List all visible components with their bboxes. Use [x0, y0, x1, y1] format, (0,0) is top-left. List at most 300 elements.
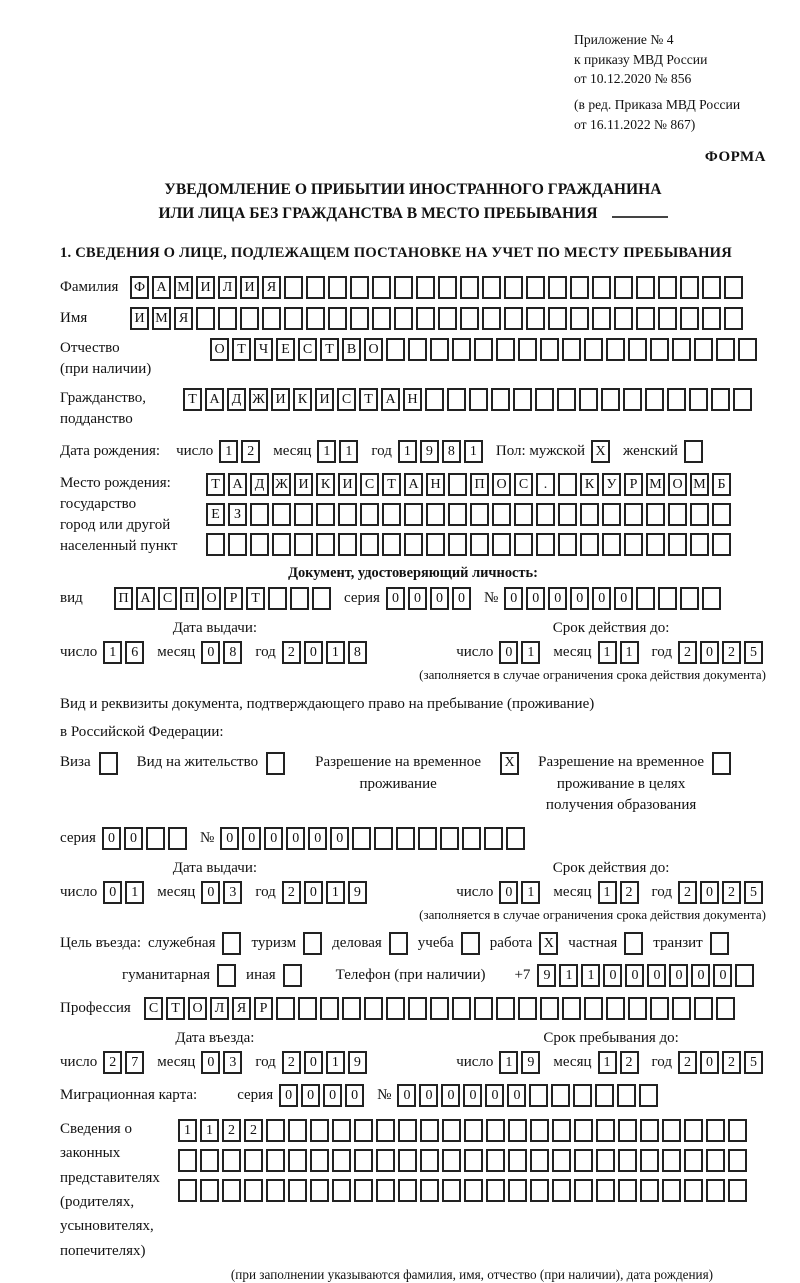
char-cell[interactable]	[614, 307, 633, 330]
sex-female-checkbox[interactable]	[684, 440, 703, 463]
char-cell[interactable]	[690, 503, 709, 526]
char-cell[interactable]	[486, 1149, 505, 1172]
char-cell[interactable]	[702, 276, 721, 299]
char-cell[interactable]: 9	[420, 440, 439, 463]
char-cell[interactable]	[486, 1179, 505, 1202]
char-cell[interactable]: 1	[559, 964, 578, 987]
char-cell[interactable]	[529, 1084, 548, 1107]
char-cell[interactable]	[425, 388, 444, 411]
char-cell[interactable]	[438, 276, 457, 299]
char-cell[interactable]: 0	[499, 881, 518, 904]
char-cell[interactable]: Д	[250, 473, 269, 496]
char-cell[interactable]	[540, 338, 559, 361]
char-cell[interactable]: 9	[537, 964, 556, 987]
char-cell[interactable]	[386, 338, 405, 361]
char-cell[interactable]: 0	[647, 964, 666, 987]
char-cell[interactable]: С	[514, 473, 533, 496]
char-cell[interactable]	[724, 307, 743, 330]
char-cell[interactable]	[354, 1149, 373, 1172]
char-cell[interactable]: 5	[744, 641, 763, 664]
char-cell[interactable]: И	[240, 276, 259, 299]
char-cell[interactable]	[328, 276, 347, 299]
char-cell[interactable]	[332, 1149, 351, 1172]
char-cell[interactable]	[706, 1149, 725, 1172]
char-cell[interactable]: И	[338, 473, 357, 496]
char-cell[interactable]: 0	[220, 827, 239, 850]
char-cell[interactable]	[328, 307, 347, 330]
char-cell[interactable]	[288, 1179, 307, 1202]
char-cell[interactable]: 6	[125, 641, 144, 664]
char-cell[interactable]	[558, 473, 577, 496]
char-cell[interactable]	[486, 1119, 505, 1142]
char-cell[interactable]: 0	[526, 587, 545, 610]
char-cell[interactable]	[733, 388, 752, 411]
char-cell[interactable]: 1	[125, 881, 144, 904]
char-cell[interactable]	[470, 533, 489, 556]
stay-month-boxes[interactable]	[598, 1051, 642, 1074]
char-cell[interactable]: Т	[166, 997, 185, 1020]
char-cell[interactable]	[624, 533, 643, 556]
char-cell[interactable]: З	[228, 503, 247, 526]
char-cell[interactable]	[448, 473, 467, 496]
identity-doc-series-boxes[interactable]	[386, 587, 474, 610]
char-cell[interactable]	[595, 1084, 614, 1107]
residence-number-boxes[interactable]	[220, 827, 528, 850]
char-cell[interactable]	[558, 503, 577, 526]
char-cell[interactable]	[200, 1179, 219, 1202]
char-cell[interactable]	[272, 503, 291, 526]
char-cell[interactable]	[484, 827, 503, 850]
char-cell[interactable]: 2	[620, 881, 639, 904]
char-cell[interactable]	[602, 533, 621, 556]
birth-year-boxes[interactable]	[398, 440, 486, 463]
char-cell[interactable]: 0	[397, 1084, 416, 1107]
char-cell[interactable]: Е	[206, 503, 225, 526]
char-cell[interactable]: 2	[282, 1051, 301, 1074]
char-cell[interactable]	[596, 1149, 615, 1172]
phone-boxes[interactable]	[537, 964, 757, 987]
residence-valid-day-boxes[interactable]	[499, 881, 543, 904]
entry-month-boxes[interactable]	[201, 1051, 245, 1074]
visa-checkbox[interactable]	[99, 752, 118, 775]
char-cell[interactable]	[452, 997, 471, 1020]
char-cell[interactable]	[579, 388, 598, 411]
temp-residence-checkbox[interactable]: X	[500, 752, 519, 775]
char-cell[interactable]	[574, 1149, 593, 1172]
char-cell[interactable]	[382, 533, 401, 556]
char-cell[interactable]	[504, 276, 523, 299]
char-cell[interactable]	[672, 338, 691, 361]
char-cell[interactable]: 1	[620, 641, 639, 664]
char-cell[interactable]: 8	[223, 641, 242, 664]
char-cell[interactable]	[338, 533, 357, 556]
char-cell[interactable]	[290, 587, 309, 610]
char-cell[interactable]	[496, 338, 515, 361]
char-cell[interactable]	[690, 533, 709, 556]
char-cell[interactable]	[146, 827, 165, 850]
char-cell[interactable]	[360, 533, 379, 556]
char-cell[interactable]	[639, 1084, 658, 1107]
char-cell[interactable]	[294, 503, 313, 526]
char-cell[interactable]	[580, 503, 599, 526]
char-cell[interactable]: К	[580, 473, 599, 496]
char-cell[interactable]: О	[188, 997, 207, 1020]
char-cell[interactable]	[573, 1084, 592, 1107]
char-cell[interactable]: А	[205, 388, 224, 411]
char-cell[interactable]	[574, 1179, 593, 1202]
char-cell[interactable]	[386, 997, 405, 1020]
char-cell[interactable]: О	[364, 338, 383, 361]
char-cell[interactable]: 0	[264, 827, 283, 850]
char-cell[interactable]	[350, 276, 369, 299]
char-cell[interactable]	[482, 276, 501, 299]
char-cell[interactable]	[562, 997, 581, 1020]
char-cell[interactable]: Т	[183, 388, 202, 411]
char-cell[interactable]: 0	[463, 1084, 482, 1107]
char-cell[interactable]: 0	[301, 1084, 320, 1107]
char-cell[interactable]: 0	[323, 1084, 342, 1107]
char-cell[interactable]	[712, 503, 731, 526]
char-cell[interactable]	[196, 307, 215, 330]
char-cell[interactable]: Н	[403, 388, 422, 411]
char-cell[interactable]: П	[180, 587, 199, 610]
char-cell[interactable]	[570, 307, 589, 330]
char-cell[interactable]	[372, 276, 391, 299]
char-cell[interactable]: Т	[382, 473, 401, 496]
temp-residence-education-checkbox[interactable]	[712, 752, 731, 775]
char-cell[interactable]	[602, 503, 621, 526]
char-cell[interactable]: 1	[326, 641, 345, 664]
char-cell[interactable]: 0	[124, 827, 143, 850]
char-cell[interactable]	[636, 587, 655, 610]
char-cell[interactable]: Т	[206, 473, 225, 496]
char-cell[interactable]	[222, 1149, 241, 1172]
char-cell[interactable]	[684, 1149, 703, 1172]
char-cell[interactable]: Р	[224, 587, 243, 610]
char-cell[interactable]: 2	[722, 1051, 741, 1074]
char-cell[interactable]	[684, 1119, 703, 1142]
char-cell[interactable]	[376, 1149, 395, 1172]
char-cell[interactable]	[266, 1149, 285, 1172]
char-cell[interactable]	[250, 533, 269, 556]
citizenship-boxes[interactable]	[183, 388, 755, 411]
char-cell[interactable]	[374, 827, 393, 850]
char-cell[interactable]	[420, 1179, 439, 1202]
char-cell[interactable]: 0	[485, 1084, 504, 1107]
char-cell[interactable]	[306, 276, 325, 299]
char-cell[interactable]: 1	[339, 440, 358, 463]
char-cell[interactable]	[518, 338, 537, 361]
char-cell[interactable]: 9	[521, 1051, 540, 1074]
char-cell[interactable]: 1	[326, 1051, 345, 1074]
char-cell[interactable]: 8	[348, 641, 367, 664]
char-cell[interactable]	[536, 533, 555, 556]
char-cell[interactable]	[540, 997, 559, 1020]
char-cell[interactable]	[650, 997, 669, 1020]
char-cell[interactable]: 0	[201, 1051, 220, 1074]
char-cell[interactable]: 2	[620, 1051, 639, 1074]
char-cell[interactable]	[596, 1179, 615, 1202]
char-cell[interactable]: 0	[419, 1084, 438, 1107]
char-cell[interactable]	[438, 307, 457, 330]
char-cell[interactable]	[426, 533, 445, 556]
char-cell[interactable]	[408, 338, 427, 361]
migration-series-boxes[interactable]	[279, 1084, 367, 1107]
char-cell[interactable]	[592, 276, 611, 299]
char-cell[interactable]	[711, 388, 730, 411]
char-cell[interactable]	[430, 338, 449, 361]
char-cell[interactable]	[354, 1119, 373, 1142]
char-cell[interactable]	[530, 1149, 549, 1172]
legal-boxes-row1[interactable]	[178, 1119, 750, 1142]
char-cell[interactable]	[662, 1179, 681, 1202]
valid-year-boxes[interactable]	[678, 641, 766, 664]
char-cell[interactable]: Л	[218, 276, 237, 299]
char-cell[interactable]: Н	[426, 473, 445, 496]
char-cell[interactable]	[618, 1119, 637, 1142]
surname-boxes[interactable]	[130, 276, 746, 299]
char-cell[interactable]	[716, 338, 735, 361]
char-cell[interactable]	[662, 1119, 681, 1142]
char-cell[interactable]	[558, 533, 577, 556]
char-cell[interactable]	[496, 997, 515, 1020]
residence-issue-year-boxes[interactable]	[282, 881, 370, 904]
char-cell[interactable]: 0	[592, 587, 611, 610]
char-cell[interactable]	[628, 997, 647, 1020]
char-cell[interactable]	[728, 1149, 747, 1172]
char-cell[interactable]	[552, 1179, 571, 1202]
char-cell[interactable]: А	[136, 587, 155, 610]
char-cell[interactable]	[332, 1179, 351, 1202]
char-cell[interactable]: 0	[408, 587, 427, 610]
char-cell[interactable]	[518, 997, 537, 1020]
char-cell[interactable]: 2	[722, 881, 741, 904]
char-cell[interactable]	[266, 1179, 285, 1202]
char-cell[interactable]: 0	[308, 827, 327, 850]
issue-month-boxes[interactable]	[201, 641, 245, 664]
residence-issue-month-boxes[interactable]	[201, 881, 245, 904]
char-cell[interactable]	[398, 1119, 417, 1142]
char-cell[interactable]: И	[271, 388, 290, 411]
char-cell[interactable]	[312, 587, 331, 610]
char-cell[interactable]	[680, 587, 699, 610]
char-cell[interactable]	[640, 1179, 659, 1202]
char-cell[interactable]	[464, 1149, 483, 1172]
char-cell[interactable]	[462, 827, 481, 850]
char-cell[interactable]	[440, 827, 459, 850]
char-cell[interactable]: 1	[581, 964, 600, 987]
char-cell[interactable]	[310, 1149, 329, 1172]
char-cell[interactable]	[557, 388, 576, 411]
char-cell[interactable]	[650, 338, 669, 361]
purpose-humanitarian-checkbox[interactable]	[217, 964, 236, 987]
char-cell[interactable]	[416, 307, 435, 330]
char-cell[interactable]: 0	[452, 587, 471, 610]
char-cell[interactable]: 2	[222, 1119, 241, 1142]
char-cell[interactable]	[222, 1179, 241, 1202]
char-cell[interactable]	[680, 307, 699, 330]
char-cell[interactable]	[580, 533, 599, 556]
char-cell[interactable]: С	[360, 473, 379, 496]
char-cell[interactable]: Т	[232, 338, 251, 361]
sex-male-checkbox[interactable]: X	[591, 440, 610, 463]
char-cell[interactable]	[398, 1179, 417, 1202]
char-cell[interactable]: 8	[442, 440, 461, 463]
char-cell[interactable]	[364, 997, 383, 1020]
char-cell[interactable]: 0	[386, 587, 405, 610]
char-cell[interactable]: 1	[598, 1051, 617, 1074]
char-cell[interactable]	[310, 1119, 329, 1142]
char-cell[interactable]: 0	[330, 827, 349, 850]
char-cell[interactable]	[448, 503, 467, 526]
char-cell[interactable]	[394, 307, 413, 330]
char-cell[interactable]	[658, 587, 677, 610]
char-cell[interactable]: 7	[125, 1051, 144, 1074]
char-cell[interactable]	[716, 997, 735, 1020]
char-cell[interactable]: 5	[744, 1051, 763, 1074]
char-cell[interactable]	[618, 1179, 637, 1202]
char-cell[interactable]	[272, 533, 291, 556]
char-cell[interactable]	[596, 1119, 615, 1142]
char-cell[interactable]	[712, 533, 731, 556]
char-cell[interactable]: 0	[304, 881, 323, 904]
char-cell[interactable]	[617, 1084, 636, 1107]
char-cell[interactable]: Ж	[249, 388, 268, 411]
char-cell[interactable]: 0	[570, 587, 589, 610]
entry-year-boxes[interactable]	[282, 1051, 370, 1074]
char-cell[interactable]	[447, 388, 466, 411]
char-cell[interactable]: Е	[276, 338, 295, 361]
char-cell[interactable]: 0	[430, 587, 449, 610]
char-cell[interactable]	[288, 1119, 307, 1142]
char-cell[interactable]	[526, 307, 545, 330]
birth-month-boxes[interactable]	[317, 440, 361, 463]
char-cell[interactable]	[316, 533, 335, 556]
char-cell[interactable]	[360, 503, 379, 526]
char-cell[interactable]: 2	[282, 881, 301, 904]
char-cell[interactable]	[460, 276, 479, 299]
char-cell[interactable]	[394, 276, 413, 299]
birth-place-boxes-row1[interactable]	[206, 473, 734, 496]
char-cell[interactable]: 2	[678, 641, 697, 664]
char-cell[interactable]: 0	[669, 964, 688, 987]
char-cell[interactable]	[376, 1119, 395, 1142]
char-cell[interactable]	[464, 1119, 483, 1142]
char-cell[interactable]: Р	[624, 473, 643, 496]
char-cell[interactable]: 9	[348, 1051, 367, 1074]
purpose-official-checkbox[interactable]	[222, 932, 241, 955]
char-cell[interactable]: И	[130, 307, 149, 330]
char-cell[interactable]	[228, 533, 247, 556]
char-cell[interactable]: 1	[200, 1119, 219, 1142]
char-cell[interactable]	[320, 997, 339, 1020]
char-cell[interactable]: Б	[712, 473, 731, 496]
char-cell[interactable]	[513, 388, 532, 411]
char-cell[interactable]: 2	[103, 1051, 122, 1074]
char-cell[interactable]: 0	[345, 1084, 364, 1107]
char-cell[interactable]: С	[144, 997, 163, 1020]
char-cell[interactable]: Ч	[254, 338, 273, 361]
char-cell[interactable]	[548, 276, 567, 299]
char-cell[interactable]	[636, 307, 655, 330]
char-cell[interactable]: 0	[691, 964, 710, 987]
char-cell[interactable]	[551, 1084, 570, 1107]
char-cell[interactable]: К	[316, 473, 335, 496]
birth-day-boxes[interactable]	[219, 440, 263, 463]
char-cell[interactable]	[284, 307, 303, 330]
char-cell[interactable]	[552, 1149, 571, 1172]
char-cell[interactable]: В	[342, 338, 361, 361]
residence-permit-checkbox[interactable]	[266, 752, 285, 775]
char-cell[interactable]: 3	[223, 881, 242, 904]
char-cell[interactable]: П	[114, 587, 133, 610]
char-cell[interactable]	[298, 997, 317, 1020]
char-cell[interactable]: О	[202, 587, 221, 610]
char-cell[interactable]	[442, 1149, 461, 1172]
char-cell[interactable]	[396, 827, 415, 850]
char-cell[interactable]	[452, 338, 471, 361]
char-cell[interactable]: 1	[398, 440, 417, 463]
char-cell[interactable]	[530, 1119, 549, 1142]
char-cell[interactable]: Ж	[272, 473, 291, 496]
char-cell[interactable]	[474, 997, 493, 1020]
char-cell[interactable]	[601, 388, 620, 411]
char-cell[interactable]: А	[404, 473, 423, 496]
char-cell[interactable]	[404, 503, 423, 526]
char-cell[interactable]	[316, 503, 335, 526]
char-cell[interactable]	[640, 1119, 659, 1142]
char-cell[interactable]	[338, 503, 357, 526]
char-cell[interactable]	[240, 307, 259, 330]
char-cell[interactable]: 9	[348, 881, 367, 904]
char-cell[interactable]	[420, 1149, 439, 1172]
char-cell[interactable]	[636, 276, 655, 299]
birth-place-boxes-row3[interactable]	[206, 533, 734, 556]
char-cell[interactable]: Д	[227, 388, 246, 411]
char-cell[interactable]: Р	[254, 997, 273, 1020]
char-cell[interactable]: И	[294, 473, 313, 496]
char-cell[interactable]	[178, 1179, 197, 1202]
char-cell[interactable]	[482, 307, 501, 330]
char-cell[interactable]: О	[492, 473, 511, 496]
char-cell[interactable]	[702, 307, 721, 330]
char-cell[interactable]	[284, 276, 303, 299]
char-cell[interactable]: 3	[223, 1051, 242, 1074]
char-cell[interactable]	[658, 307, 677, 330]
profession-boxes[interactable]	[144, 997, 738, 1020]
char-cell[interactable]	[464, 1179, 483, 1202]
char-cell[interactable]: 5	[744, 881, 763, 904]
residence-issue-day-boxes[interactable]	[103, 881, 147, 904]
char-cell[interactable]: М	[152, 307, 171, 330]
char-cell[interactable]: И	[196, 276, 215, 299]
char-cell[interactable]	[658, 276, 677, 299]
char-cell[interactable]: 0	[548, 587, 567, 610]
char-cell[interactable]: 1	[598, 641, 617, 664]
char-cell[interactable]: 1	[521, 881, 540, 904]
char-cell[interactable]	[552, 1119, 571, 1142]
char-cell[interactable]: М	[690, 473, 709, 496]
char-cell[interactable]	[618, 1149, 637, 1172]
issue-year-boxes[interactable]	[282, 641, 370, 664]
char-cell[interactable]	[266, 1119, 285, 1142]
char-cell[interactable]	[420, 1119, 439, 1142]
char-cell[interactable]	[667, 388, 686, 411]
char-cell[interactable]	[548, 307, 567, 330]
char-cell[interactable]	[628, 338, 647, 361]
identity-doc-type-boxes[interactable]	[114, 587, 334, 610]
char-cell[interactable]	[442, 1119, 461, 1142]
